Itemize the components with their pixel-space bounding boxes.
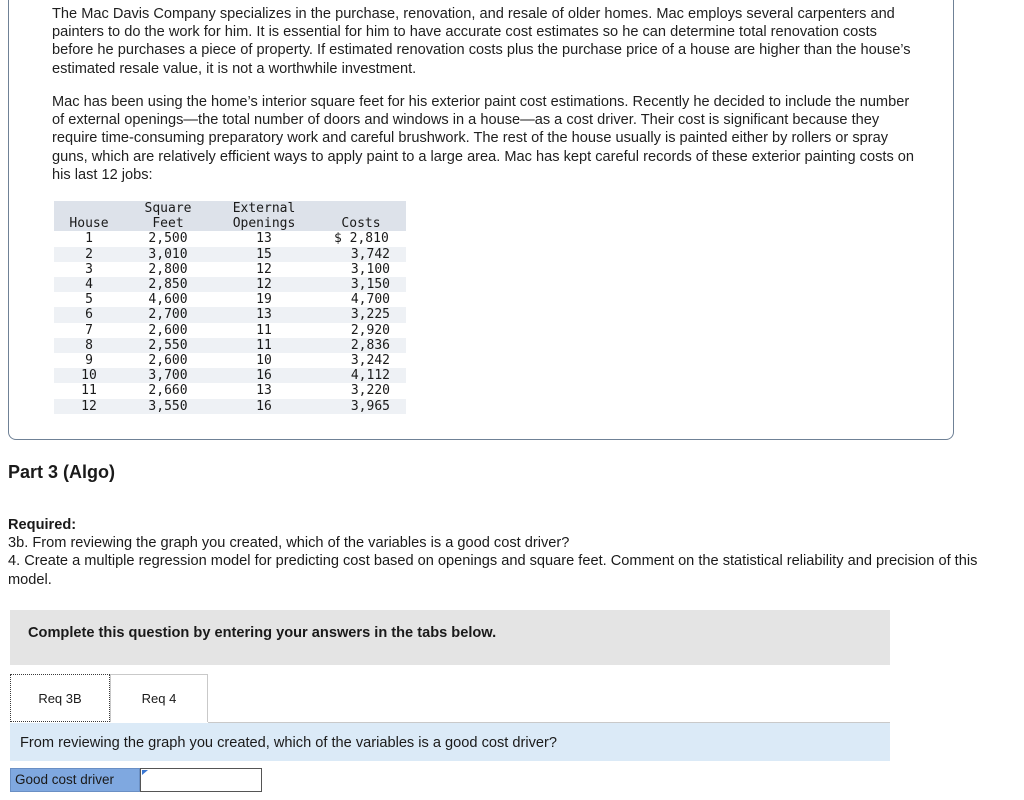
good-cost-driver-dropdown[interactable] — [140, 768, 262, 792]
cell-sqft: 2,600 — [148, 353, 188, 369]
painting-jobs-table — [54, 201, 406, 414]
cell-cost: 3,742 — [316, 247, 406, 262]
cell-house: 1 — [85, 231, 93, 247]
table-row — [54, 292, 406, 307]
table-row — [54, 399, 406, 414]
cell-sqft: 2,660 — [148, 383, 188, 399]
cell-openings: 13 — [256, 231, 272, 247]
cell-cost: 2,920 — [350, 322, 390, 338]
header-costs: Costs — [316, 201, 406, 231]
cell-cost: 4,700 — [350, 292, 390, 308]
problem-paragraph-1: The Mac Davis Company specializes in the purchase, renovation, and resale of older homes. Mac employs several carpenters and painters to do the work for him. It is essential for him to have accurate cost estimates so he can determine total renovation costs before he purchases a piece of property. If estimated renovation costs plus the purchase price of a house are higher than the house’s estimated resale value, it is not a worthwhile investment. — [52, 6, 911, 77]
cell-cost: 3,150 — [316, 277, 406, 292]
answer-row — [10, 768, 262, 792]
cell-openings: 19 — [256, 292, 272, 308]
table-row — [54, 307, 406, 322]
cell-cost: 3,242 — [350, 353, 390, 369]
header-square-feet: Square Feet — [124, 201, 212, 231]
cell-house: 10 — [54, 368, 124, 383]
instruction-text: Complete this question by entering your answers in the tabs below. — [28, 625, 497, 641]
cell-house: 7 — [85, 322, 93, 338]
cell-cost: 3,965 — [316, 399, 406, 414]
instruction-bar — [10, 610, 890, 665]
table-header-row — [54, 201, 406, 231]
required-label: Required: — [8, 517, 77, 533]
cell-openings: 10 — [256, 353, 272, 369]
cell-openings: 13 — [256, 383, 272, 399]
cell-openings: 16 — [212, 399, 316, 414]
cell-cost: 3,100 — [350, 261, 390, 277]
table-row — [54, 231, 406, 246]
required-item-4: 4. Create a multiple regression model for predicting cost based on openings and square feet. Comment on the statistical reliability and precision of this model. — [8, 553, 978, 588]
cell-house: 3 — [85, 261, 93, 277]
cell-openings: 11 — [256, 322, 272, 338]
question-bar — [10, 723, 890, 761]
table-row — [54, 262, 406, 277]
tab-req-3b[interactable] — [10, 674, 110, 722]
required-item-3b: 3b. From reviewing the graph you created, which of the variables is a good cost driver? — [8, 535, 570, 552]
table-row — [54, 338, 406, 353]
cell-sqft: 2,800 — [148, 261, 188, 277]
cell-sqft: 3,550 — [124, 399, 212, 414]
cell-house: 12 — [54, 399, 124, 414]
cell-house: 9 — [85, 353, 93, 369]
cell-openings: 16 — [212, 368, 316, 383]
cell-cost: 3,220 — [350, 383, 390, 399]
cell-house: 2 — [54, 247, 124, 262]
table-row — [54, 353, 406, 368]
cell-cost: $ 2,810 — [334, 231, 389, 247]
header-house: House — [54, 201, 124, 231]
cell-house: 5 — [85, 292, 93, 308]
cell-openings: 11 — [212, 338, 316, 353]
cell-sqft: 2,500 — [148, 231, 188, 247]
dropdown-indicator-icon — [142, 770, 148, 775]
cell-house: 4 — [54, 277, 124, 292]
cell-openings: 13 — [212, 307, 316, 322]
table-row — [54, 277, 406, 292]
tab-label: Req 4 — [141, 691, 177, 706]
cell-sqft: 2,600 — [148, 322, 188, 338]
answer-label: Good cost driver — [10, 768, 140, 792]
cell-house: 8 — [54, 338, 124, 353]
header-external-openings: External Openings — [212, 201, 316, 231]
part-title: Part 3 (Algo) — [8, 462, 116, 482]
cell-sqft: 4,600 — [148, 292, 188, 308]
question-text: From reviewing the graph you created, which of the variables is a good cost driver? — [20, 735, 557, 751]
problem-paragraph-2: Mac has been using the home’s interior square feet for his exterior paint cost estimations. Recently he decided to include the number of external openings—the total number of doors and windows in a house—as a cost driver. Their cost is significant because they require time-consuming preparatory work and careful brushwork. The rest of the house usually is painted either by rollers or spray guns, which are relatively efficient ways to apply paint to a large area. Mac has kept careful records of these exterior painting costs on his last 12 jobs: — [52, 94, 915, 183]
cell-cost: 2,836 — [316, 338, 406, 353]
cell-cost: 3,225 — [316, 307, 406, 322]
cell-sqft: 2,700 — [124, 307, 212, 322]
table-row — [54, 247, 406, 262]
cell-house: 11 — [81, 383, 97, 399]
cell-house: 6 — [54, 307, 124, 322]
cell-sqft: 3,700 — [124, 368, 212, 383]
cell-openings: 12 — [256, 261, 272, 277]
cell-openings: 12 — [212, 277, 316, 292]
table-row — [54, 323, 406, 338]
table-row — [54, 368, 406, 383]
table-row — [54, 383, 406, 398]
tab-req-4[interactable] — [110, 674, 208, 722]
required-section — [8, 516, 998, 589]
cell-sqft: 3,010 — [124, 247, 212, 262]
cell-cost: 4,112 — [316, 368, 406, 383]
cell-sqft: 2,550 — [124, 338, 212, 353]
cell-sqft: 2,850 — [124, 277, 212, 292]
cell-openings: 15 — [212, 247, 316, 262]
tab-label: Req 3B — [38, 690, 82, 706]
